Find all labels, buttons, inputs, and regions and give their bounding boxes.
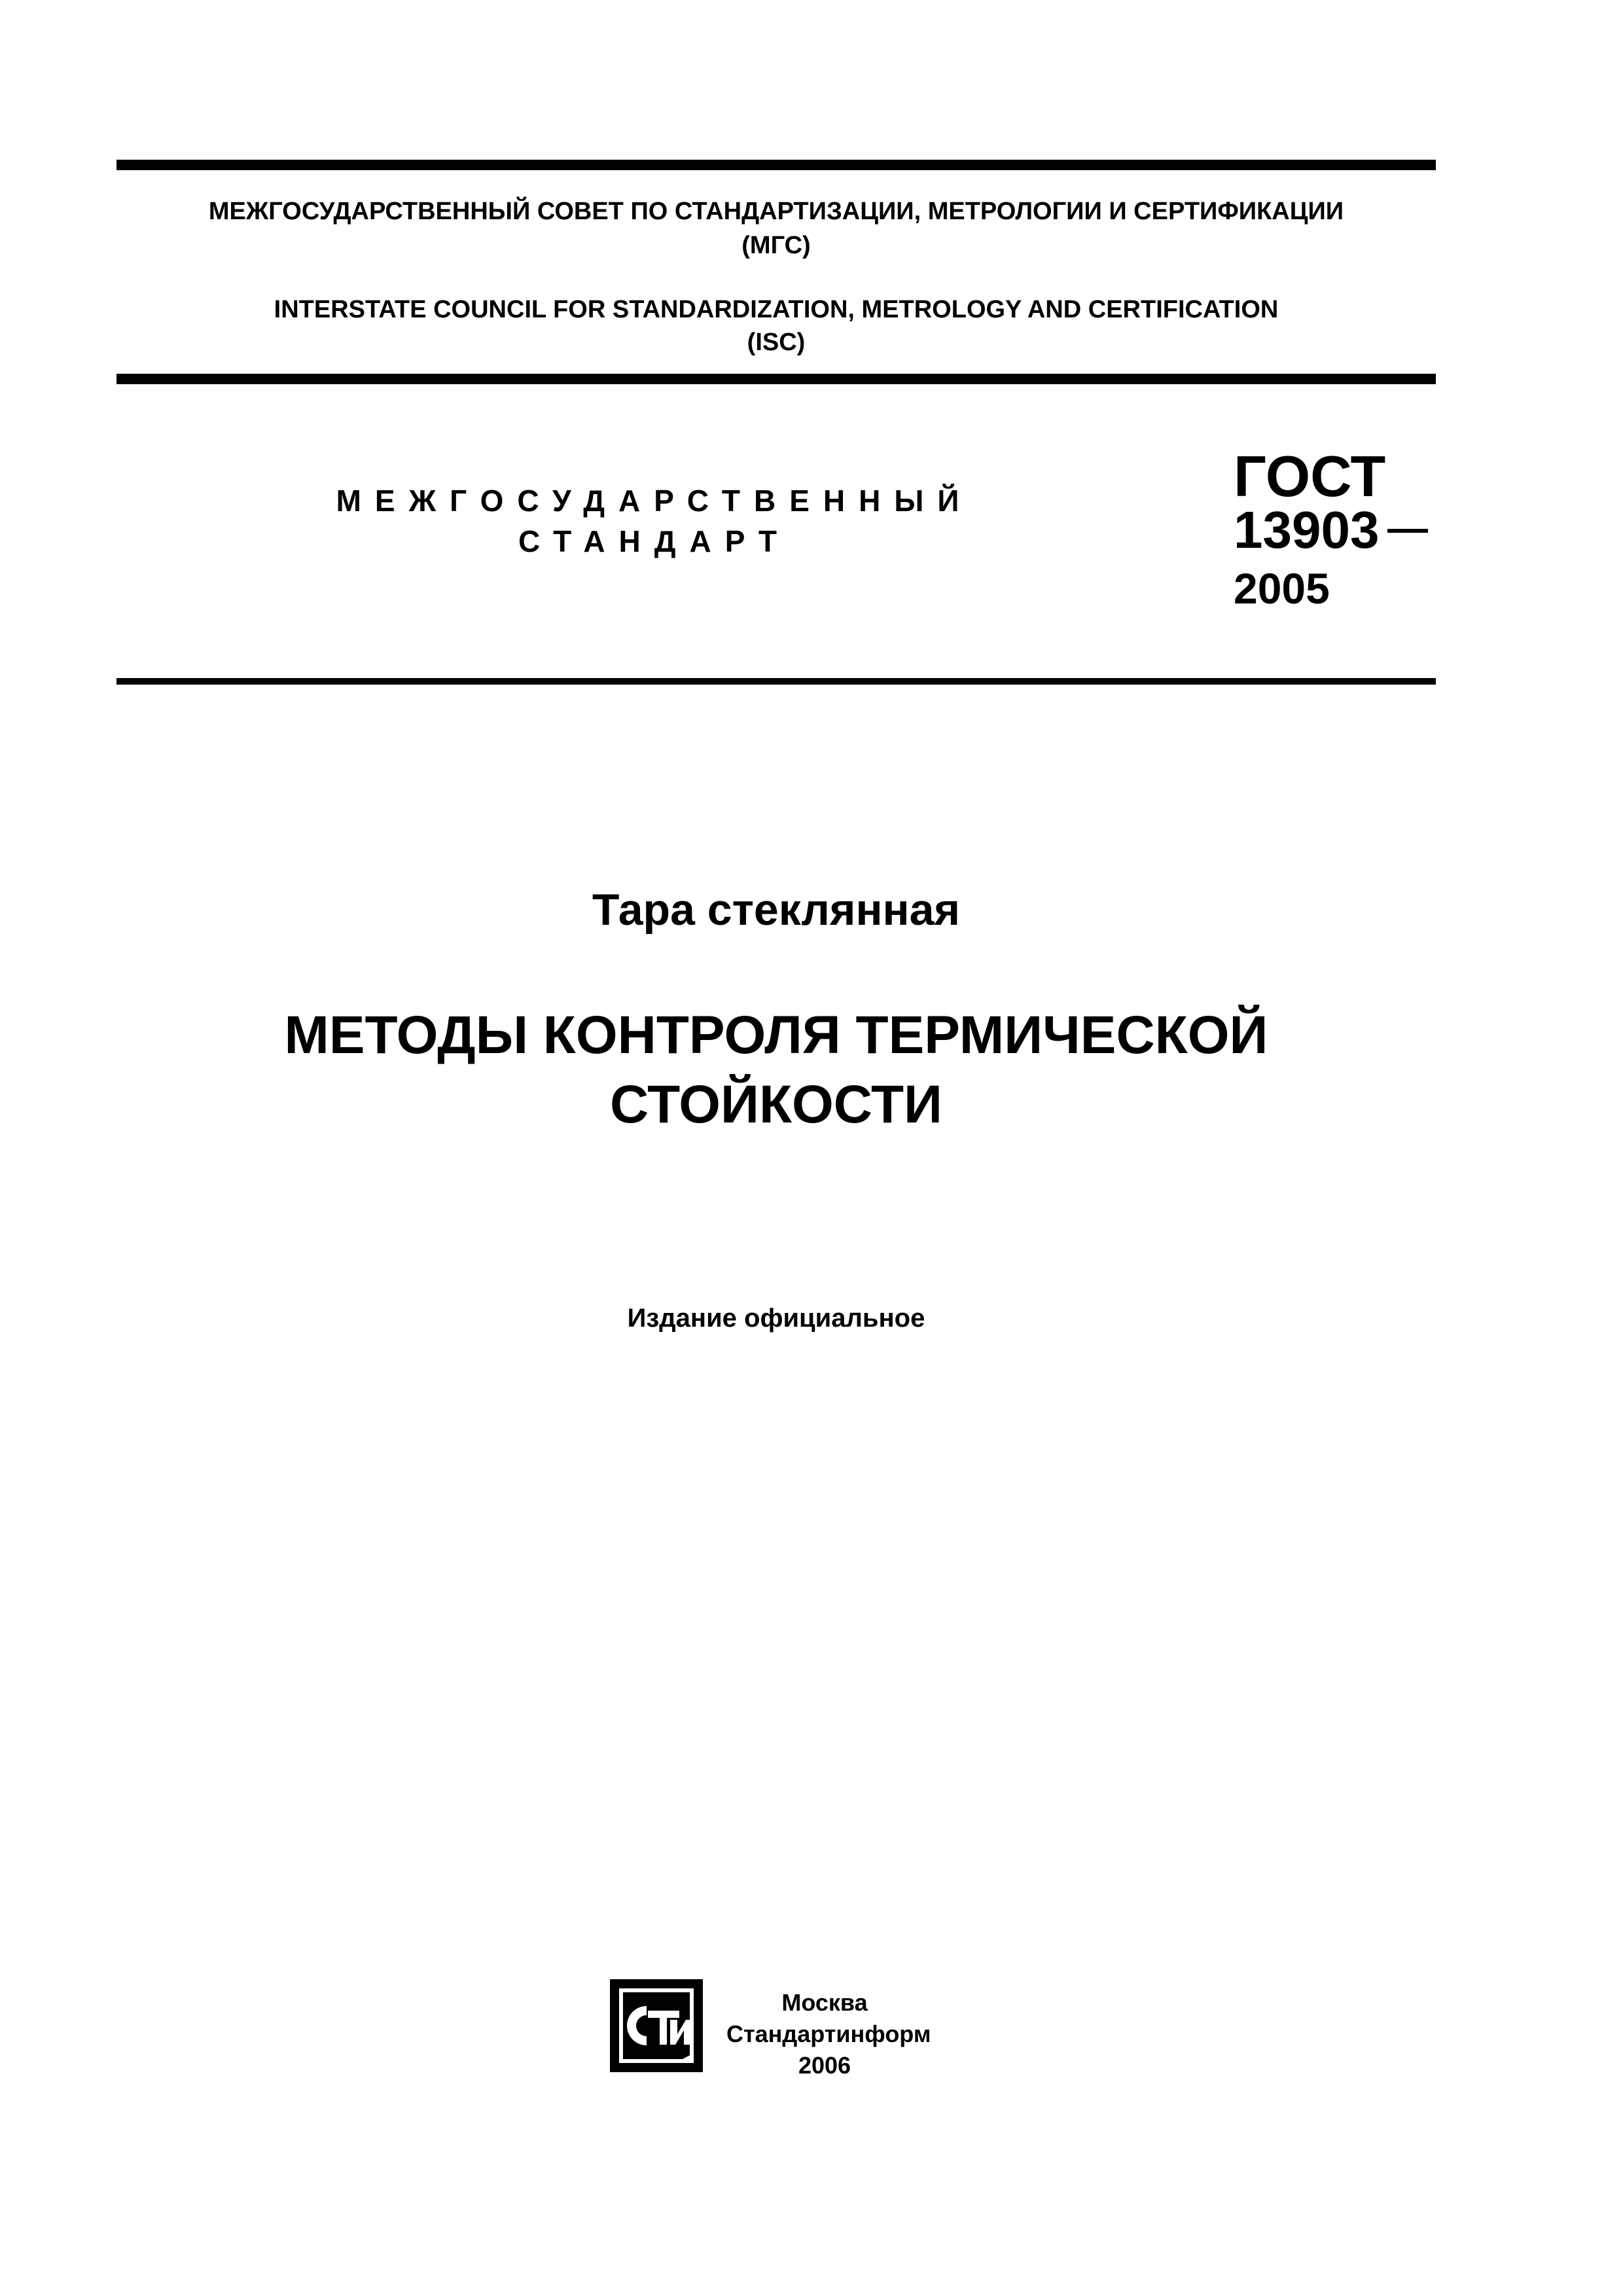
gost-year: 2005 [1234, 564, 1330, 613]
gost-number-dash [1387, 529, 1428, 533]
top-rule [116, 160, 1436, 170]
header-bottom-rule [116, 374, 1436, 384]
standard-type-label-line1: МЕЖГОСУДАРСТВЕННЫЙ [336, 484, 973, 518]
main-title-line1: МЕТОДЫ КОНТРОЛЯ ТЕРМИЧЕСКОЙ [284, 1005, 1268, 1065]
product-title: Тара стеклянная [592, 885, 961, 935]
designation-bottom-rule [116, 678, 1436, 685]
edition-note: Издание официальное [627, 1304, 925, 1333]
standartinform-logo-icon [607, 1977, 705, 2075]
gost-word: ГОСТ [1234, 444, 1386, 509]
council-abbr-ru: (МГС) [741, 232, 811, 259]
publication-year: 2006 [798, 2052, 851, 2079]
publisher-city: Москва [781, 1989, 868, 2016]
council-name-en: INTERSTATE COUNCIL FOR STANDARDIZATION, METROLOGY AND CERTIFICATION [274, 296, 1279, 323]
main-title-line2: СТОЙКОСТИ [610, 1075, 942, 1134]
publisher-name: Стандартинформ [726, 2020, 931, 2047]
gost-number: 13903 [1234, 501, 1380, 559]
standard-type-label-line2: СТАНДАРТ [518, 524, 791, 558]
council-name-ru: МЕЖГОСУДАРСТВЕННЫЙ СОВЕТ ПО СТАНДАРТИЗАЦИИ, МЕТРОЛОГИИ И СЕРТИФИКАЦИИ [208, 198, 1344, 225]
council-abbr-en: (ISC) [747, 329, 806, 356]
